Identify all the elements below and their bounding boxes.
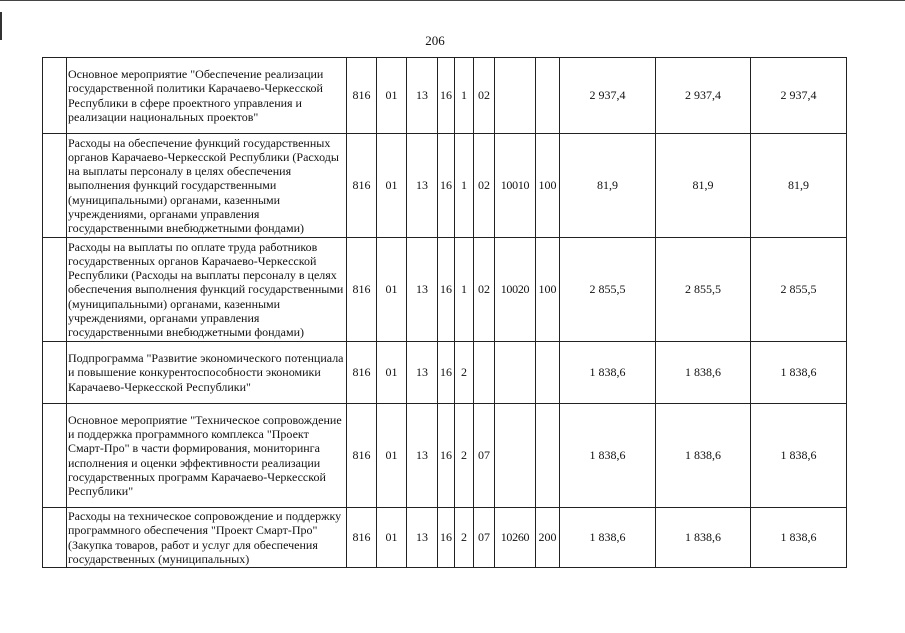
- table-row: [43, 342, 847, 404]
- code-subsection: 13: [407, 238, 438, 342]
- code-subsection: 13: [407, 404, 438, 508]
- amount-year-1: 2 937,4: [560, 58, 656, 134]
- amount-year-2: 1 838,6: [656, 508, 751, 568]
- table-row: [43, 58, 847, 134]
- code-direction: 10020: [495, 238, 536, 342]
- amount-year-1: 1 838,6: [560, 342, 656, 404]
- amount-year-1: 1 838,6: [560, 508, 656, 568]
- code-expense-type: 100: [536, 134, 560, 238]
- expense-name: Расходы на обеспечение функций государственных органов Карачаево-Черкесской Республики (Расходы на выплаты персоналу в целях обеспечения выполнения функций государственными (муниципальными) органами, казенными учреждениями, органами управления государственными внебюджетными фондами): [67, 134, 347, 238]
- code-expense-type: 200: [536, 508, 560, 568]
- table-row: [43, 508, 847, 568]
- code-subsection: 13: [407, 508, 438, 568]
- code-direction: [495, 58, 536, 134]
- amount-year-2: 2 855,5: [656, 238, 751, 342]
- code-program: 16: [438, 508, 455, 568]
- table-body: [43, 58, 847, 568]
- code-program: 16: [438, 404, 455, 508]
- expense-name: Подпрограмма "Развитие экономического потенциала и повышение конкурентоспособности экономики Карачаево-Черкесской Республики": [67, 342, 347, 404]
- code-subsection: 13: [407, 134, 438, 238]
- expense-name: Расходы на выплаты по оплате труда работников государственных органов Карачаево-Черкесской Республики (Расходы на выплаты персоналу в целях обеспечения выполнения функций государственными (муниципальными) органами, казенными учреждениями, органами управления государственными внебюджетными фондами): [67, 238, 347, 342]
- code-program: 16: [438, 238, 455, 342]
- code-subprogram: 2: [455, 342, 474, 404]
- code-expense-type: [536, 342, 560, 404]
- table-row: [43, 404, 847, 508]
- code-subprogram: 1: [455, 238, 474, 342]
- code-direction: [495, 342, 536, 404]
- amount-year-3: 2 855,5: [751, 238, 847, 342]
- code-expense-type: 100: [536, 238, 560, 342]
- code-section: 01: [377, 238, 407, 342]
- code-event: 02: [474, 134, 495, 238]
- code-glava: 816: [347, 134, 377, 238]
- top-edge-line: [0, 0, 905, 1]
- code-section: 01: [377, 134, 407, 238]
- code-glava: 816: [347, 342, 377, 404]
- code-subprogram: 1: [455, 58, 474, 134]
- amount-year-2: 1 838,6: [656, 342, 751, 404]
- code-expense-type: [536, 58, 560, 134]
- amount-year-2: 2 937,4: [656, 58, 751, 134]
- code-subsection: 13: [407, 342, 438, 404]
- code-expense-type: [536, 404, 560, 508]
- code-subprogram: 1: [455, 134, 474, 238]
- empty-lead-cell: [43, 134, 67, 238]
- empty-lead-cell: [43, 342, 67, 404]
- code-glava: 816: [347, 238, 377, 342]
- amount-year-3: 2 937,4: [751, 58, 847, 134]
- amount-year-1: 81,9: [560, 134, 656, 238]
- empty-lead-cell: [43, 58, 67, 134]
- amount-year-3: 1 838,6: [751, 342, 847, 404]
- code-glava: 816: [347, 508, 377, 568]
- amount-year-1: 2 855,5: [560, 238, 656, 342]
- table-row: [43, 238, 847, 342]
- expense-name: Расходы на техническое сопровождение и поддержку программного обеспечения "Проект Смарт-Про" (Закупка товаров, работ и услуг для обеспечения государственных (муниципальных): [67, 508, 347, 568]
- expense-name: Основное мероприятие "Техническое сопровождение и поддержка программного комплекса "Проект Смарт-Про" в части формирования, мониторинга исполнения и оценки эффективности реализации государственных программ Карачаево-Черкесской Республики": [67, 404, 347, 508]
- code-program: 16: [438, 134, 455, 238]
- empty-lead-cell: [43, 508, 67, 568]
- amount-year-2: 1 838,6: [656, 404, 751, 508]
- code-section: 01: [377, 58, 407, 134]
- code-glava: 816: [347, 58, 377, 134]
- code-subsection: 13: [407, 58, 438, 134]
- code-direction: [495, 404, 536, 508]
- amount-year-3: 1 838,6: [751, 404, 847, 508]
- expense-name: Основное мероприятие "Обеспечение реализации государственной политики Карачаево-Черкесской Республики в сфере проектного управления и реализации национальных проектов": [67, 58, 347, 134]
- empty-lead-cell: [43, 404, 67, 508]
- amount-year-3: 1 838,6: [751, 508, 847, 568]
- code-section: 01: [377, 404, 407, 508]
- code-direction: 10260: [495, 508, 536, 568]
- code-event: 07: [474, 508, 495, 568]
- code-subprogram: 2: [455, 508, 474, 568]
- code-direction: 10010: [495, 134, 536, 238]
- page-number: 206: [425, 33, 445, 48]
- code-event: 02: [474, 238, 495, 342]
- table-row: [43, 134, 847, 238]
- code-program: 16: [438, 342, 455, 404]
- code-subprogram: 2: [455, 404, 474, 508]
- code-glava: 816: [347, 404, 377, 508]
- code-event: [474, 342, 495, 404]
- code-section: 01: [377, 342, 407, 404]
- code-event: 07: [474, 404, 495, 508]
- code-section: 01: [377, 508, 407, 568]
- amount-year-3: 81,9: [751, 134, 847, 238]
- amount-year-1: 1 838,6: [560, 404, 656, 508]
- amount-year-2: 81,9: [656, 134, 751, 238]
- budget-table: [42, 57, 847, 568]
- code-event: 02: [474, 58, 495, 134]
- code-program: 16: [438, 58, 455, 134]
- empty-lead-cell: [43, 238, 67, 342]
